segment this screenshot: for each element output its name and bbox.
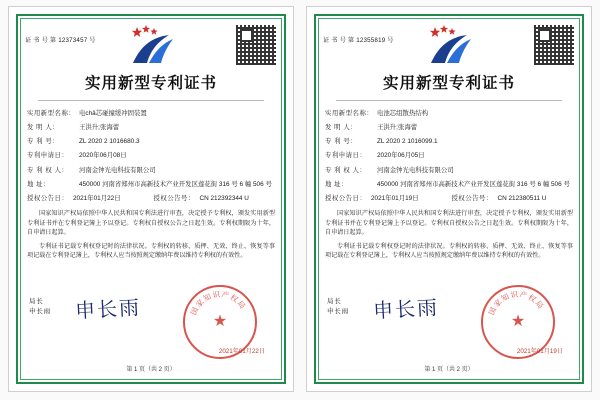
- field-row-address: [325, 181, 573, 190]
- legal-paragraph: 专利证书记载专利权登记时的法律状况。专利权的转移、质押、无效、终止、恢复等事项记载在专利登记簿上，专利权人应当按照规定缴纳年费以维持专利权的有效性。: [325, 242, 573, 260]
- director-title: 局长: [327, 298, 342, 305]
- legal-text-1: [23, 209, 279, 260]
- field-label: 实用新型名称：: [325, 110, 374, 117]
- certificate-title: 实用新型专利证书: [382, 74, 515, 92]
- grant-date-value: 2021年01月19日: [371, 194, 419, 202]
- grant-no-label: 授权公告号：: [451, 194, 493, 202]
- director-name: 申长雨: [327, 308, 350, 316]
- grant-no-value: CN 212392344 U: [199, 194, 249, 202]
- cnipa-logo-icon: [119, 23, 183, 67]
- seal-star-icon: ★: [212, 313, 228, 330]
- certificate-header: [321, 21, 577, 69]
- field-row-patent-no: [325, 138, 573, 147]
- field-value: 王洪升;张海蕾: [377, 124, 418, 132]
- certificate-title: 实用新型专利证书: [84, 74, 217, 92]
- director-labels: [29, 297, 51, 318]
- field-value: 河南金钟光电科技有限公司: [79, 166, 156, 174]
- field-label: 专 利 号：: [325, 138, 358, 146]
- page-footer: 第 1 页（共 2 页）: [424, 367, 474, 373]
- title-divider: [38, 100, 263, 101]
- field-label: 专利申请日：: [325, 152, 367, 160]
- certificate-card-1: [8, 6, 294, 392]
- field-row-inventor: [27, 124, 275, 133]
- field-row-grant: [27, 195, 275, 204]
- field-row-name: [27, 110, 275, 119]
- field-value: 450000 河南省郑州市高新技术产业开发区莲花街 316 号 6 幢 506 号: [377, 180, 570, 188]
- field-label: 地 址：: [325, 180, 348, 188]
- signature-block-2: [325, 285, 573, 355]
- field-list-2: [321, 110, 577, 203]
- legal-paragraph: 国家知识产权局依照中华人民共和国专利法进行审查，决定授予专利权，颁发实用新型专利证书并在专利登记簿上予以登记。专利权自授权公告之日起生效。专利权期限为十年，自申请日起算。: [27, 210, 275, 237]
- certificate-card-2: [306, 6, 592, 392]
- grant-no-label: 授权公告号：: [153, 194, 195, 202]
- field-value: 2020年06月08日: [79, 152, 127, 160]
- grant-date-label: 授权公告日：: [27, 194, 69, 202]
- field-value: 王洪升;张海蕾: [79, 124, 120, 132]
- legal-paragraph: 国家知识产权局依照中华人民共和国专利法进行审查，决定授予专利权，颁发实用新型专利证书并在专利登记簿上予以登记。专利权自授权公告之日起生效。专利权期限为十年，自申请日起算。: [325, 210, 573, 237]
- certificate-number: 证 书 号 第 12355819 号: [323, 37, 394, 44]
- grant-date-label: 授权公告日：: [325, 194, 367, 202]
- seal-date: 2021年01月19日: [516, 348, 563, 355]
- field-value: 450000 河南省郑州市高新技术产业开发区莲花街 316 号 6 幢 506 号: [79, 180, 272, 188]
- legal-text-2: [321, 209, 577, 260]
- field-label: 地 址：: [27, 180, 50, 188]
- qr-code-icon: [235, 24, 277, 66]
- field-label: 专 利 权 人：: [27, 166, 69, 174]
- field-row-application-date: [27, 152, 275, 161]
- qr-code-icon: [533, 24, 575, 66]
- field-row-patent-no: [27, 138, 275, 147]
- cnipa-logo-icon: [417, 23, 481, 67]
- handwritten-signature: 申长雨: [372, 295, 440, 323]
- field-label: 专利申请日：: [27, 152, 69, 160]
- field-label: 实用新型名称：: [27, 110, 76, 117]
- field-row-name: [325, 110, 573, 119]
- field-row-address: [27, 181, 275, 190]
- field-label: 专 利 权 人：: [325, 166, 367, 174]
- page-footer: 第 1 页（共 2 页）: [126, 367, 176, 373]
- signature-block-1: [27, 285, 275, 355]
- director-name: 申长雨: [29, 308, 52, 316]
- field-value: 电châ芯碰撞缓冲固装置: [79, 110, 147, 117]
- field-row-patentee: [27, 167, 275, 176]
- legal-paragraph: 专利证书记载专利权登记时的法律状况。专利权的转移、质押、无效、终止、恢复等事项记载在专利登记簿上，专利权人应当按照规定缴纳年费以维持专利权的有效性。: [27, 242, 275, 260]
- seal-date: 2021年01月22日: [218, 348, 265, 355]
- field-row-application-date: [325, 152, 573, 161]
- grant-no-value: CN 212380511 U: [497, 194, 547, 202]
- field-value: ZL 2020 2 1016099.1: [377, 138, 438, 146]
- field-value: ZL 2020 2 1016680.3: [79, 138, 140, 146]
- field-value: 2020年06月05日: [377, 152, 425, 160]
- field-label: 发 明 人：: [325, 124, 358, 132]
- field-value: 河南金钟光电科技有限公司: [377, 166, 454, 174]
- certificate-header: [23, 21, 279, 69]
- field-value: 电池芯组散热结构: [377, 110, 429, 117]
- seal-star-icon: ★: [510, 313, 526, 330]
- title-divider: [336, 100, 561, 101]
- handwritten-signature: 申长雨: [74, 295, 142, 323]
- director-title: 局长: [29, 298, 44, 305]
- field-label: 发 明 人：: [27, 124, 60, 132]
- director-labels: [327, 297, 349, 318]
- field-label: 专 利 号：: [27, 138, 60, 146]
- svg-text:国家知识产权局: 国家知识产权局: [189, 289, 248, 317]
- field-row-inventor: [325, 124, 573, 133]
- certificate-number: 证 书 号 第 12373457 号: [25, 37, 96, 44]
- field-row-grant: [325, 195, 573, 204]
- field-row-patentee: [325, 167, 573, 176]
- field-list-1: [23, 110, 279, 203]
- svg-text:国家知识产权局: 国家知识产权局: [487, 289, 546, 317]
- grant-date-value: 2021年01月22日: [73, 194, 121, 202]
